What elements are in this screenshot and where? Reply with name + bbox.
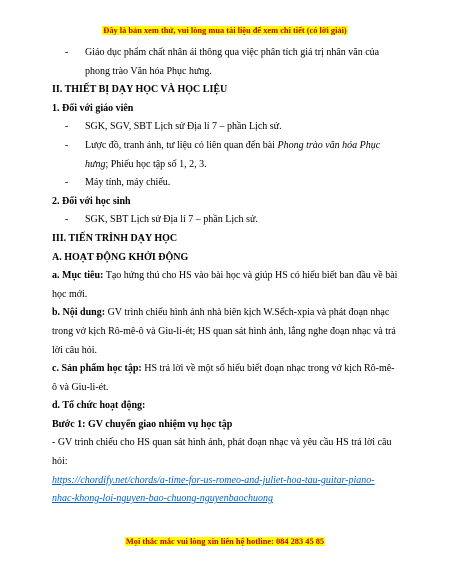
preview-banner xyxy=(0,26,450,35)
step1-paragraph: - GV trình chiếu cho HS quan sát hình ảnh, phát đoạn nhạc và yêu cầu HS trả lời câu xyxy=(52,437,392,449)
content-paragraph xyxy=(52,304,406,323)
teacher-item-2 xyxy=(65,137,406,156)
activity-heading: A. HOẠT ĐỘNG KHỞI ĐỘNG xyxy=(52,251,189,263)
student-item xyxy=(65,211,406,230)
teacher-item-3 xyxy=(65,174,406,193)
goal-label: a. Mục tiêu: xyxy=(52,270,104,282)
teacher-item-2-worksheets: ; Phiếu học tập số 1, 2, 3. xyxy=(105,158,207,170)
step1-heading: Bước 1: GV chuyển giao nhiệm vụ học tập xyxy=(52,418,233,430)
intro-bullet-line1: Giáo dục phẩm chất nhân ái thông qua việc phân tích giá trị nhân văn của xyxy=(85,47,380,58)
product-paragraph-cont: ô và Giu-li-ét. xyxy=(52,381,109,393)
teacher-item-1-text: SGK, SGV, SBT Lịch sử Địa lí 7 – phần Lịch sử. xyxy=(85,121,282,133)
product-text: HS trả lời về một số hiểu biết đoạn nhạc trong vở kịch Rô-mê- xyxy=(141,363,395,375)
music-link-line2[interactable]: nhac-khong-loi-nguyen-bao-chuong-nguyenbaochuong xyxy=(52,493,274,505)
intro-bullet xyxy=(65,44,406,63)
preview-banner-text: Đây là bản xem thử, vui lòng mua tài liệu để xem chi tiết (có lời giải) xyxy=(103,26,347,35)
music-link-line1[interactable]: https://chordify.net/chords/a-time-for-us-romeo-and-juliet-hoa-tau-guitar-piano- xyxy=(52,474,375,486)
teacher-item-1 xyxy=(65,118,406,137)
hotline-banner xyxy=(0,537,450,546)
goal-text: Tạo hứng thú cho HS vào bài học và giúp HS có hiểu biết ban đầu về bài xyxy=(103,270,398,282)
content-paragraph-line2: trong vở kịch Rô-mê-ô và Giu-li-ét; HS quan sát hình ảnh, lắng nghe đoạn nhạc và trả xyxy=(52,325,396,337)
step1-paragraph-cont: hỏi: xyxy=(52,456,68,468)
product-label: c. Sản phẩm học tập: xyxy=(52,363,142,375)
student-heading: 2. Đối với học sinh xyxy=(52,195,131,207)
section2-heading: II. THIẾT BỊ DẠY HỌC VÀ HỌC LIỆU xyxy=(52,84,228,96)
goal-paragraph-cont: học mới. xyxy=(52,288,88,300)
content-label: b. Nội dung: xyxy=(52,307,106,319)
document-content xyxy=(52,44,406,509)
intro-bullet-continuation xyxy=(85,63,406,82)
teacher-item-2-continuation xyxy=(85,156,406,175)
teacher-heading: 1. Đối với giáo viên xyxy=(52,102,134,114)
intro-bullet-line2: phong trào Văn hóa Phục hưng. xyxy=(85,65,212,77)
music-link[interactable] xyxy=(52,472,406,491)
teacher-item-2-text: Lược đồ, tranh ảnh, tư liệu có liên quan đến bài xyxy=(85,139,278,151)
music-link-cont[interactable] xyxy=(52,490,406,509)
teacher-item-3-text: Máy tính, máy chiếu. xyxy=(85,177,171,189)
product-paragraph xyxy=(52,360,406,379)
content-text: GV trình chiếu hình ảnh nhà biên kịch W.Sếch-xpia và phát đoạn nhạc xyxy=(105,307,390,319)
section3-heading: III. TIẾN TRÌNH DẠY HỌC xyxy=(52,232,178,244)
content-paragraph-line3: lời câu hỏi. xyxy=(52,344,97,356)
lesson-title-italic: Phong trào văn hóa Phục xyxy=(277,139,381,151)
student-item-text: SGK, SBT Lịch sử Địa lí 7 – phần Lịch sử. xyxy=(85,214,258,226)
hotline-banner-text: Mọi thắc mắc vui lòng xin liên hệ hotline: 084 283 45 85 xyxy=(125,537,325,546)
organization-heading: d. Tổ chức hoạt động: xyxy=(52,400,146,412)
lesson-title-italic-end: hưng xyxy=(85,158,106,170)
goal-paragraph xyxy=(52,267,406,286)
